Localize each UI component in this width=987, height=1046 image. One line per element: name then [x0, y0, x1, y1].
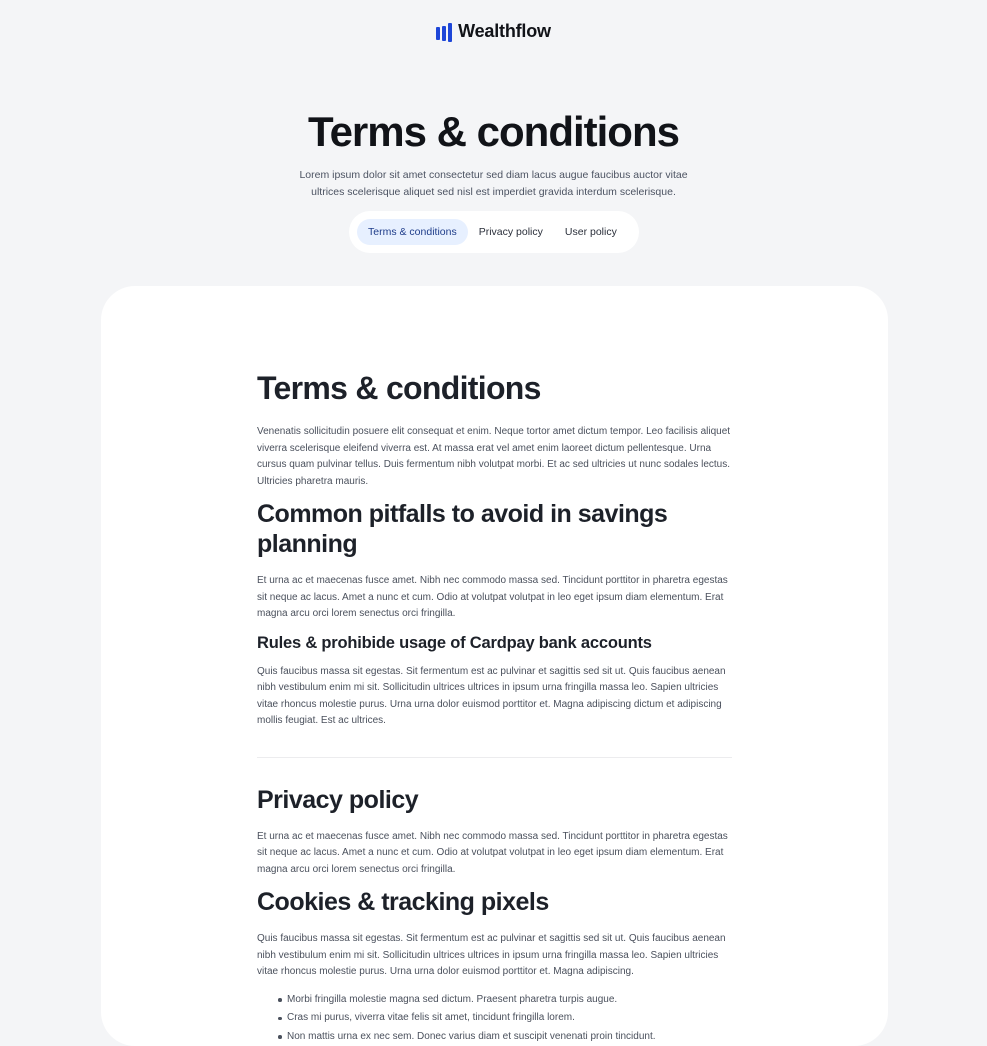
pitfalls-heading: Common pitfalls to avoid in savings planning: [257, 499, 732, 559]
content-body: [257, 368, 732, 1046]
tab-terms-conditions[interactable]: Terms & conditions: [357, 219, 468, 245]
brand-logo[interactable]: [0, 21, 987, 42]
logo-bar: [442, 26, 446, 41]
privacy-heading: Privacy policy: [257, 785, 732, 815]
pitfalls-body: Et urna ac et maecenas fusce amet. Nibh nec commodo massa sed. Tincidunt porttitor in pharetra egestas sit neque ac lacus. Amet a nunc et cum. Odio at volutpat volutpat in leo eget ipsum diam elementum. Erat magna arcu orci lorem senectus orci fringilla.: [257, 573, 732, 623]
list-item: Non mattis urna ex nec sem. Donec varius diam et suscipit venenati proin tincidunt.: [278, 1028, 732, 1046]
cookies-bullet-list: [257, 991, 732, 1046]
section-divider: [257, 757, 732, 758]
privacy-section: [257, 785, 732, 1046]
cookies-body: Quis faucibus massa sit egestas. Sit fermentum est ac pulvinar et sagittis sed sit ut. Quis faucibus aenean nibh vestibulum enim mi sit. Sollicitudin ultrices ultrices in ipsum urna fringilla massa leo. Sapien ultricies vitae rhoncus molestie purus. Urna urna dolor euismod porttitor et. Magna adipiscing.: [257, 931, 732, 981]
tab-privacy-policy[interactable]: Privacy policy: [468, 219, 554, 245]
list-item: Morbi fringilla molestie magna sed dictum. Praesent pharetra turpis augue.: [278, 991, 732, 1010]
privacy-intro: Et urna ac et maecenas fusce amet. Nibh nec commodo massa sed. Tincidunt porttitor in pharetra egestas sit neque ac lacus. Amet a nunc et cum. Odio at volutpat volutpat in leo eget ipsum diam elementum. Erat magna arcu orci lorem senectus orci fringilla.: [257, 829, 732, 879]
page-title: Terms & conditions: [0, 108, 987, 156]
policy-tabs: [349, 211, 639, 253]
bar-chart-logo-icon: [436, 22, 452, 42]
list-item: Cras mi purus, viverra vitae felis sit amet, tincidunt fringilla lorem.: [278, 1009, 732, 1028]
terms-intro: Venenatis sollicitudin posuere elit consequat et enim. Neque tortor amet dictum tempor. Leo facilisis aliquet viverra scelerisque eleifend viverra est. At massa erat vel amet enim laoreet dictum pellentesque. Urna cursus quam pulvinar tellus. Duis fermentum nibh volutpat morbi. Et ac sed ultricies ut nunc sodales lectus. Ultricies pharetra mauris.: [257, 424, 732, 490]
rules-body: Quis faucibus massa sit egestas. Sit fermentum est ac pulvinar et sagittis sed sit ut. Quis faucibus aenean nibh vestibulum enim mi sit. Sollicitudin ultrices ultrices in ipsum urna fringilla massa leo. Sapien ultricies vitae rhoncus molestie purus. Urna urna dolor euismod porttitor et. Magna adipiscing dictum et adipiscing mollis feugiat. Est ac ultrices.: [257, 664, 732, 730]
brand-name: Wealthflow: [458, 21, 551, 42]
page-subtitle: Lorem ipsum dolor sit amet consectetur sed diam lacus augue faucibus auctor vitae ultrices scelerisque aliquet sed nisl est imperdiet gravida interdum scelerisque.: [293, 167, 694, 200]
tab-user-policy[interactable]: User policy: [554, 219, 628, 245]
logo-bar: [436, 27, 440, 40]
terms-section: [257, 368, 732, 730]
cookies-heading: Cookies & tracking pixels: [257, 887, 732, 917]
content-card: [101, 286, 888, 1046]
terms-heading: Terms & conditions: [257, 368, 732, 408]
rules-heading: Rules & prohibide usage of Cardpay bank accounts: [257, 632, 732, 654]
logo-bar: [448, 23, 452, 42]
